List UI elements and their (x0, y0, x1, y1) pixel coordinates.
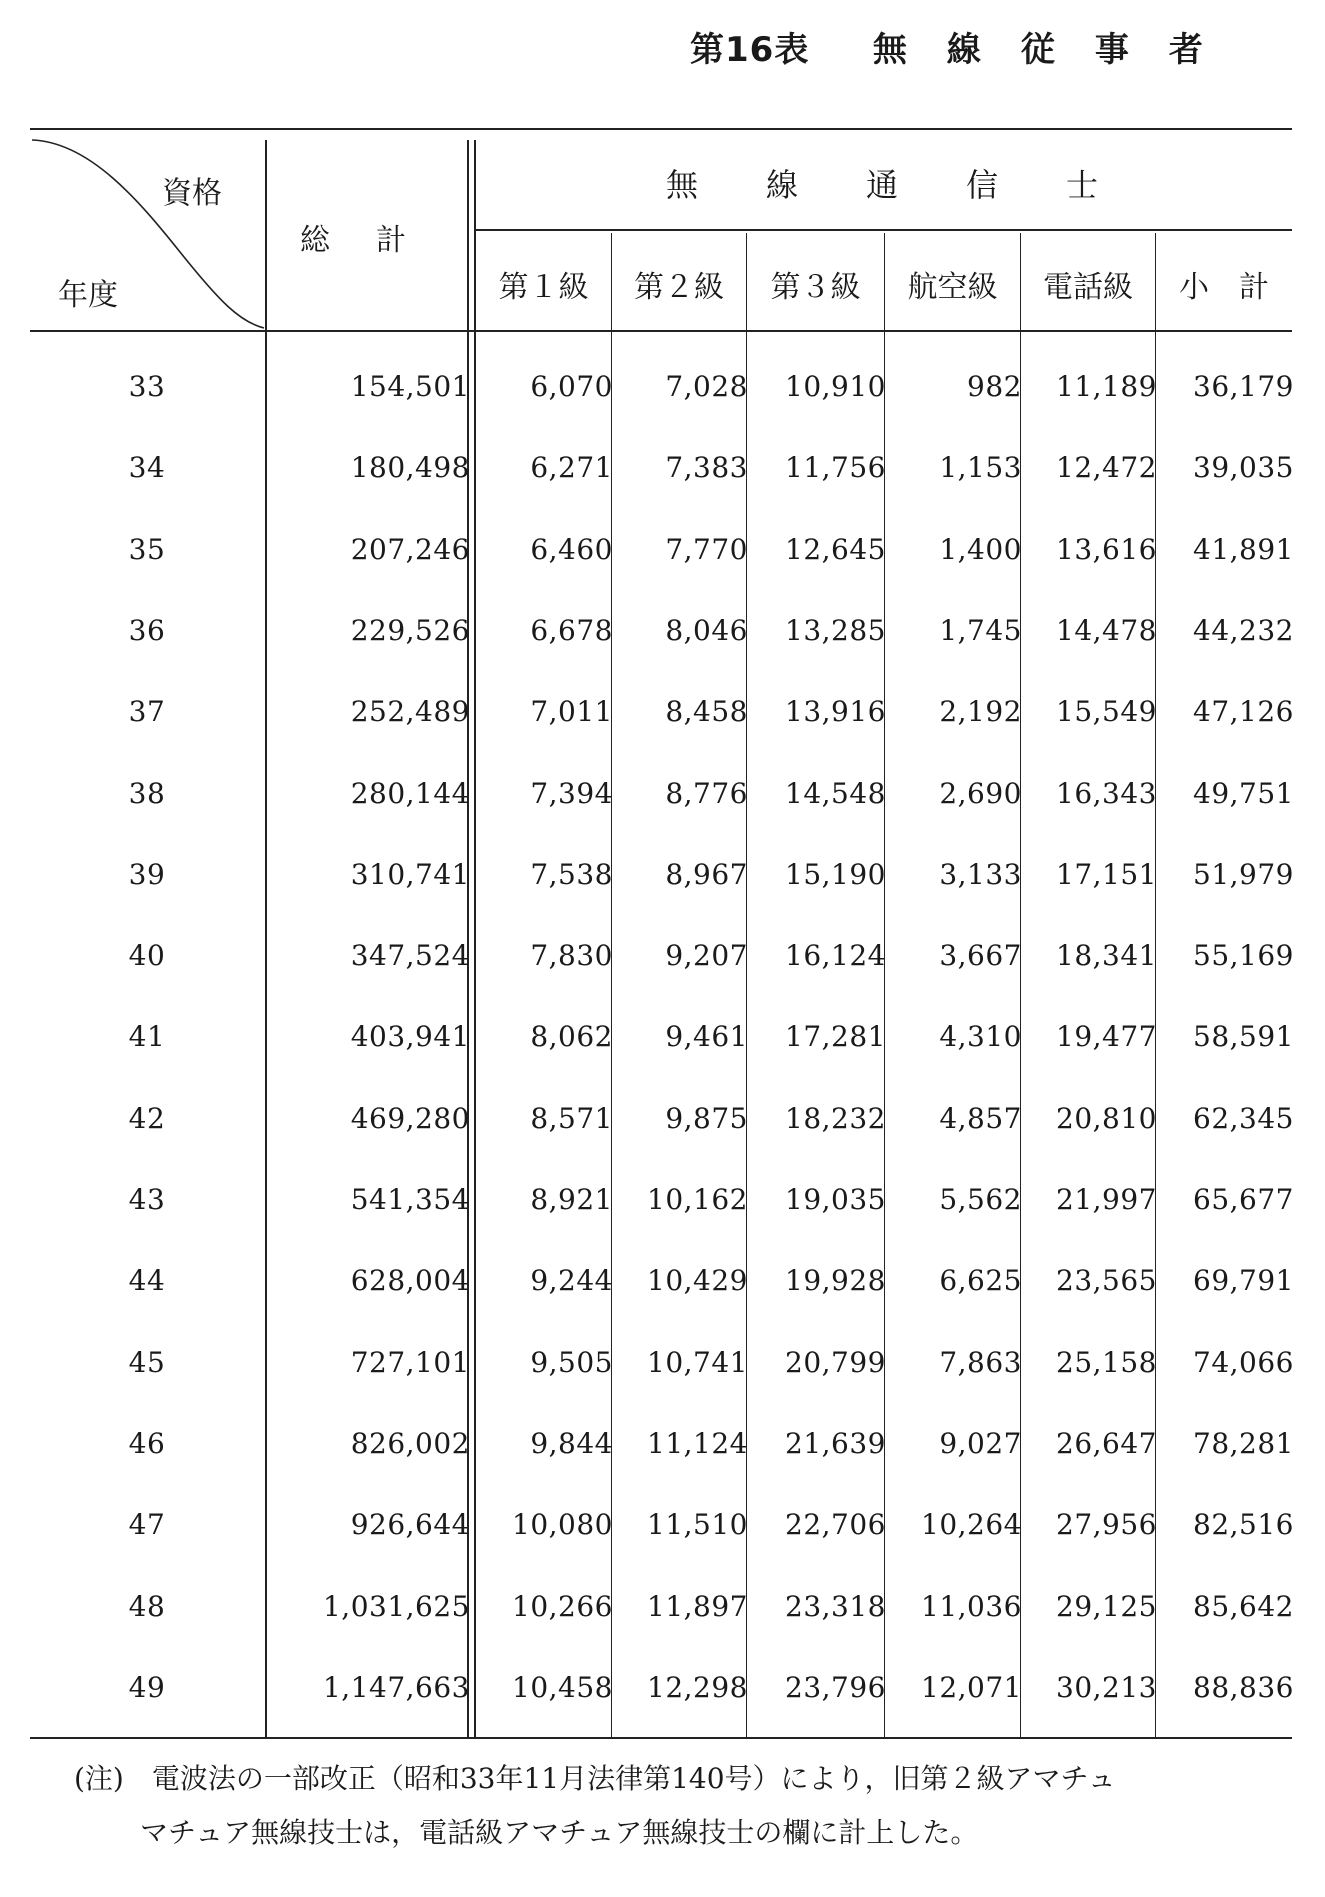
telephone-cell: 30,213 (1056, 1670, 1157, 1704)
group-header (476, 160, 1292, 210)
subtotal-cell: 44,232 (1193, 613, 1294, 647)
footnote-line-1: (注) 電波法の一部改正（昭和33年11月法律第140号）により，旧第２級アマチュ (74, 1762, 1116, 1795)
header-fiscal-year: 年度 (58, 278, 118, 313)
aviation-cell: 2,690 (939, 776, 1022, 810)
telephone-cell: 20,810 (1056, 1101, 1157, 1135)
second-class-cell: 8,046 (665, 613, 748, 647)
aviation-cell: 12,071 (921, 1670, 1022, 1704)
third-class-cell: 23,796 (785, 1670, 886, 1704)
third-class-cell: 14,548 (785, 776, 886, 810)
grand-total-cell: 469,280 (350, 1101, 470, 1135)
second-class-cell: 9,207 (665, 939, 748, 973)
table-row (0, 370, 1325, 430)
telephone-cell: 18,341 (1056, 939, 1157, 973)
telephone-cell: 23,565 (1056, 1264, 1157, 1298)
grand-total-cell: 1,147,663 (322, 1670, 470, 1704)
first-class-cell: 10,080 (512, 1508, 613, 1542)
table-row (0, 858, 1325, 918)
group-header-char: 通 (866, 166, 899, 204)
fiscal-year-cell: 40 (128, 939, 166, 973)
table-row (0, 1102, 1325, 1162)
table-row (0, 1508, 1325, 1568)
header-grand-total: 総 計 (300, 223, 414, 258)
table-row (0, 1671, 1325, 1731)
fiscal-year-cell: 45 (128, 1345, 166, 1379)
second-class-cell: 11,124 (647, 1426, 748, 1460)
subtotal-cell: 62,345 (1193, 1101, 1294, 1135)
aviation-cell: 10,264 (921, 1508, 1022, 1542)
third-class-cell: 12,645 (785, 532, 886, 566)
subtotal-cell: 41,891 (1193, 532, 1294, 566)
fiscal-year-cell: 39 (128, 857, 166, 891)
telephone-cell: 25,158 (1056, 1345, 1157, 1379)
telephone-cell: 21,997 (1056, 1183, 1157, 1216)
telephone-cell: 29,125 (1056, 1589, 1157, 1623)
fiscal-year-cell: 38 (128, 776, 166, 810)
first-class-cell: 9,505 (530, 1345, 613, 1379)
third-class-cell: 17,281 (785, 1020, 886, 1054)
first-class-cell: 7,830 (530, 939, 613, 973)
fiscal-year-cell: 49 (128, 1670, 166, 1704)
table-number: 第16表 (690, 30, 810, 70)
table-bottom-rule (30, 1737, 1292, 1739)
first-class-cell: 7,011 (530, 695, 613, 729)
subtotal-cell: 47,126 (1193, 695, 1294, 729)
subtotal-cell: 88,836 (1193, 1670, 1294, 1704)
grand-total-cell: 347,524 (350, 939, 470, 973)
second-class-cell: 8,967 (665, 857, 748, 891)
grand-total-cell: 207,246 (350, 532, 470, 566)
third-class-cell: 23,318 (785, 1589, 886, 1623)
third-class-cell: 11,756 (785, 451, 886, 485)
table-row (0, 695, 1325, 755)
second-class-cell: 7,383 (665, 451, 748, 485)
first-class-cell: 8,062 (530, 1020, 613, 1054)
first-class-cell: 10,458 (512, 1670, 613, 1704)
grand-total-cell: 280,144 (350, 776, 470, 810)
column-header-subtotal: 小 計 (1179, 270, 1269, 305)
table-row (0, 1264, 1325, 1324)
grand-total-cell: 403,941 (350, 1020, 470, 1054)
telephone-cell: 15,549 (1056, 695, 1157, 729)
column-header-aviation: 航空級 (907, 270, 998, 305)
group-header-char: 士 (1066, 166, 1099, 204)
second-class-cell: 7,028 (665, 370, 748, 403)
fiscal-year-cell: 48 (128, 1589, 166, 1623)
third-class-cell: 16,124 (785, 939, 886, 973)
header-qualification: 資格 (162, 176, 222, 211)
subtotal-cell: 69,791 (1193, 1264, 1294, 1298)
third-class-cell: 19,928 (785, 1264, 886, 1298)
second-class-cell: 8,458 (665, 695, 748, 729)
table-row (0, 777, 1325, 837)
third-class-cell: 13,916 (785, 695, 886, 729)
fiscal-year-cell: 37 (128, 695, 166, 729)
table-row (0, 1590, 1325, 1650)
title-char: 者 (1168, 30, 1204, 70)
subtotal-cell: 58,591 (1193, 1020, 1294, 1054)
table-row (0, 1427, 1325, 1487)
second-class-cell: 9,461 (665, 1020, 748, 1054)
grand-total-cell: 628,004 (350, 1264, 470, 1298)
second-class-cell: 10,429 (647, 1264, 748, 1298)
table-row (0, 1346, 1325, 1406)
grand-total-cell: 926,644 (350, 1508, 470, 1542)
column-header-third-class: 第３級 (770, 270, 861, 305)
grand-total-cell: 229,526 (350, 613, 470, 647)
subtotal-cell: 85,642 (1193, 1589, 1294, 1623)
grand-total-cell: 1,031,625 (322, 1589, 470, 1623)
fiscal-year-cell: 47 (128, 1508, 166, 1542)
grand-total-cell: 252,489 (350, 695, 470, 729)
group-header-char: 信 (966, 166, 999, 204)
first-class-cell: 8,921 (530, 1183, 613, 1216)
fiscal-year-cell: 42 (128, 1101, 166, 1135)
aviation-cell: 9,027 (939, 1426, 1022, 1460)
third-class-cell: 15,190 (785, 857, 886, 891)
third-class-cell: 21,639 (785, 1426, 886, 1460)
third-class-cell: 22,706 (785, 1508, 886, 1542)
aviation-cell: 5,562 (939, 1183, 1022, 1216)
telephone-cell: 19,477 (1056, 1020, 1157, 1054)
table-title (690, 22, 1290, 71)
aviation-cell: 1,153 (939, 451, 1022, 485)
telephone-cell: 16,343 (1056, 776, 1157, 810)
group-header-char: 線 (766, 166, 799, 204)
table-row (0, 533, 1325, 593)
subtotal-cell: 49,751 (1193, 776, 1294, 810)
subtotal-cell: 55,169 (1193, 939, 1294, 973)
table-row (0, 1020, 1325, 1080)
second-class-cell: 8,776 (665, 776, 748, 810)
first-class-cell: 6,460 (530, 532, 613, 566)
grand-total-cell: 180,498 (350, 451, 470, 485)
column-header-first-class: 第１級 (498, 270, 589, 305)
grand-total-cell: 541,354 (350, 1183, 470, 1216)
aviation-cell: 2,192 (939, 695, 1022, 729)
fiscal-year-cell: 43 (128, 1183, 166, 1216)
subtotal-cell: 51,979 (1193, 857, 1294, 891)
second-class-cell: 10,741 (647, 1345, 748, 1379)
telephone-cell: 11,189 (1056, 370, 1157, 403)
first-class-cell: 10,266 (512, 1589, 613, 1623)
aviation-cell: 6,625 (939, 1264, 1022, 1298)
table-row (0, 451, 1325, 511)
aviation-cell: 4,310 (939, 1020, 1022, 1054)
aviation-cell: 1,400 (939, 532, 1022, 566)
fiscal-year-cell: 36 (128, 613, 166, 647)
aviation-cell: 7,863 (939, 1345, 1022, 1379)
first-class-cell: 8,571 (530, 1101, 613, 1135)
subtotal-cell: 65,677 (1193, 1183, 1294, 1216)
group-header-char: 無 (666, 166, 699, 204)
aviation-cell: 1,745 (939, 613, 1022, 647)
grand-total-cell: 154,501 (350, 370, 470, 403)
footnote-line-2: マチュア無線技士は，電話級アマチュア無線技士の欄に計上した。 (140, 1816, 979, 1849)
aviation-cell: 3,133 (939, 857, 1022, 891)
subtotal-cell: 78,281 (1193, 1426, 1294, 1460)
aviation-cell: 4,857 (939, 1101, 1022, 1135)
subtotal-cell: 82,516 (1193, 1508, 1294, 1542)
third-class-cell: 10,910 (785, 370, 886, 403)
third-class-cell: 18,232 (785, 1101, 886, 1135)
fiscal-year-cell: 46 (128, 1426, 166, 1460)
telephone-cell: 12,472 (1056, 451, 1157, 485)
title-char: 線 (946, 30, 982, 70)
table-row (0, 1183, 1325, 1243)
first-class-cell: 9,844 (530, 1426, 613, 1460)
second-class-cell: 10,162 (647, 1183, 748, 1216)
first-class-cell: 6,070 (530, 370, 613, 403)
table-top-rule (30, 128, 1292, 130)
second-class-cell: 11,510 (647, 1508, 748, 1542)
second-class-cell: 9,875 (665, 1101, 748, 1135)
subtotal-cell: 39,035 (1193, 451, 1294, 485)
telephone-cell: 17,151 (1056, 857, 1157, 891)
aviation-cell: 982 (967, 370, 1022, 403)
third-class-cell: 19,035 (785, 1183, 886, 1216)
first-class-cell: 7,394 (530, 776, 613, 810)
subtotal-cell: 36,179 (1193, 370, 1294, 403)
subtotal-cell: 74,066 (1193, 1345, 1294, 1379)
table-row (0, 614, 1325, 674)
telephone-cell: 26,647 (1056, 1426, 1157, 1460)
title-char: 事 (1094, 30, 1130, 70)
title-char: 無 (872, 30, 908, 70)
first-class-cell: 9,244 (530, 1264, 613, 1298)
fiscal-year-cell: 44 (128, 1264, 166, 1298)
third-class-cell: 20,799 (785, 1345, 886, 1379)
column-header-second-class: 第２級 (634, 270, 724, 305)
third-class-cell: 13,285 (785, 613, 886, 647)
first-class-cell: 7,538 (530, 857, 613, 891)
grand-total-cell: 826,002 (350, 1426, 470, 1460)
grand-total-cell: 310,741 (350, 857, 470, 891)
fiscal-year-cell: 34 (128, 451, 166, 485)
second-class-cell: 11,897 (647, 1589, 748, 1623)
second-class-cell: 7,770 (665, 532, 748, 566)
fiscal-year-cell: 41 (128, 1020, 166, 1054)
title-char: 従 (1020, 30, 1056, 70)
column-header-telephone: 電話級 (1043, 270, 1133, 305)
group-header-rule (474, 229, 1292, 231)
aviation-cell: 3,667 (939, 939, 1022, 973)
table-row (0, 939, 1325, 999)
second-class-cell: 12,298 (647, 1670, 748, 1704)
grand-total-cell: 727,101 (350, 1345, 470, 1379)
first-class-cell: 6,678 (530, 613, 613, 647)
first-class-cell: 6,271 (530, 451, 613, 485)
telephone-cell: 14,478 (1056, 613, 1157, 647)
fiscal-year-cell: 35 (128, 532, 166, 566)
telephone-cell: 13,616 (1056, 532, 1157, 566)
aviation-cell: 11,036 (921, 1589, 1022, 1623)
telephone-cell: 27,956 (1056, 1508, 1157, 1542)
fiscal-year-cell: 33 (128, 370, 166, 403)
